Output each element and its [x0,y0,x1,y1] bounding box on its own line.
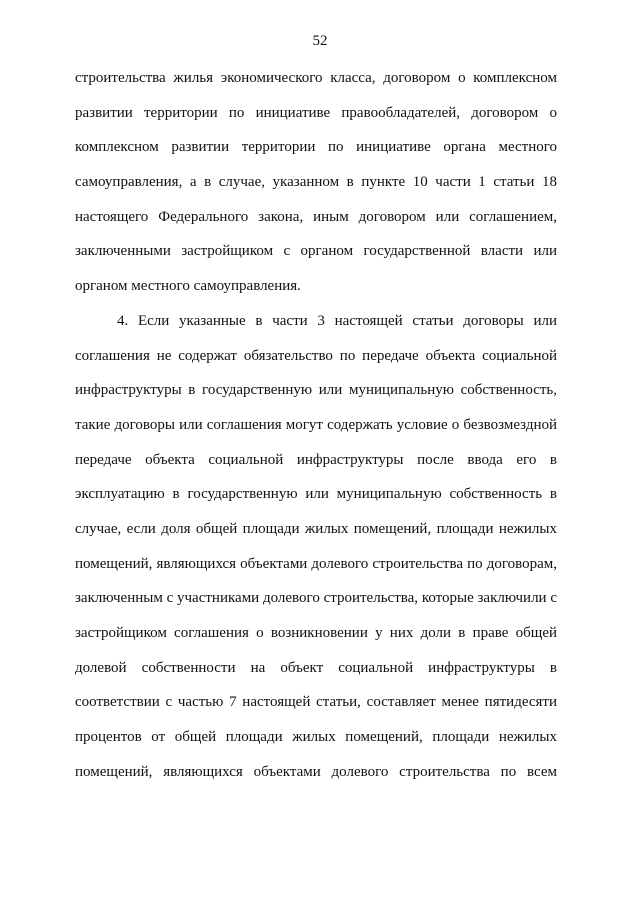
body-text [75,67,557,795]
text-line: процентов от общей площади жилых помещений, площади нежилых [75,729,557,746]
text-line: заключенным с участниками долевого строительства, которые заключили с [75,590,557,607]
text-line: случае, если доля общей площади жилых помещений, площади нежилых [75,520,557,537]
text-line: развитии территории по инициативе правообладателей, договором о [75,104,557,121]
text-line: такие договоры или соглашения могут содержать условие о безвозмездной [75,416,557,433]
page-number: 52 [312,33,328,49]
paragraph-continuation [75,67,557,310]
text-line: инфраструктуры в государственную или муниципальную собственность, [75,382,557,399]
text-line: самоуправления, а в случае, указанном в пункте 10 части 1 статьи 18 [75,174,557,191]
text-line: органом местного самоуправления. [75,278,301,295]
text-line: настоящего Федерального закона, иным договором или соглашением, [75,208,557,225]
text-line: строительства жилья экономического класса, договором о комплексном [75,70,557,86]
text-line: помещений, являющихся объектами долевого строительства по договорам, [75,555,557,572]
text-line: передаче объекта социальной инфраструктуры после ввода его в [75,451,557,468]
text-line: соответствии с частью 7 настоящей статьи, составляет менее пятидесяти [75,694,557,711]
text-line: застройщиком соглашения о возникновении у них доли в праве общей [75,625,557,641]
text-line: заключенными застройщиком с органом государственной власти или [75,243,557,260]
text-line: соглашения не содержат обязательство по передаче объекта социальной [75,347,557,364]
text-line: 4. Если указанные в части 3 настоящей статьи договоры или [117,312,557,329]
text-line: комплексном развитии территории по инициативе органа местного [75,139,557,156]
text-line: эксплуатацию в государственную или муниципальную собственность в [75,486,557,503]
paragraph-part-4 [75,310,557,796]
text-line: долевой собственности на объект социальной инфраструктуры в [75,659,557,676]
text-line: помещений, являющихся объектами долевого строительства по всем [75,763,557,780]
